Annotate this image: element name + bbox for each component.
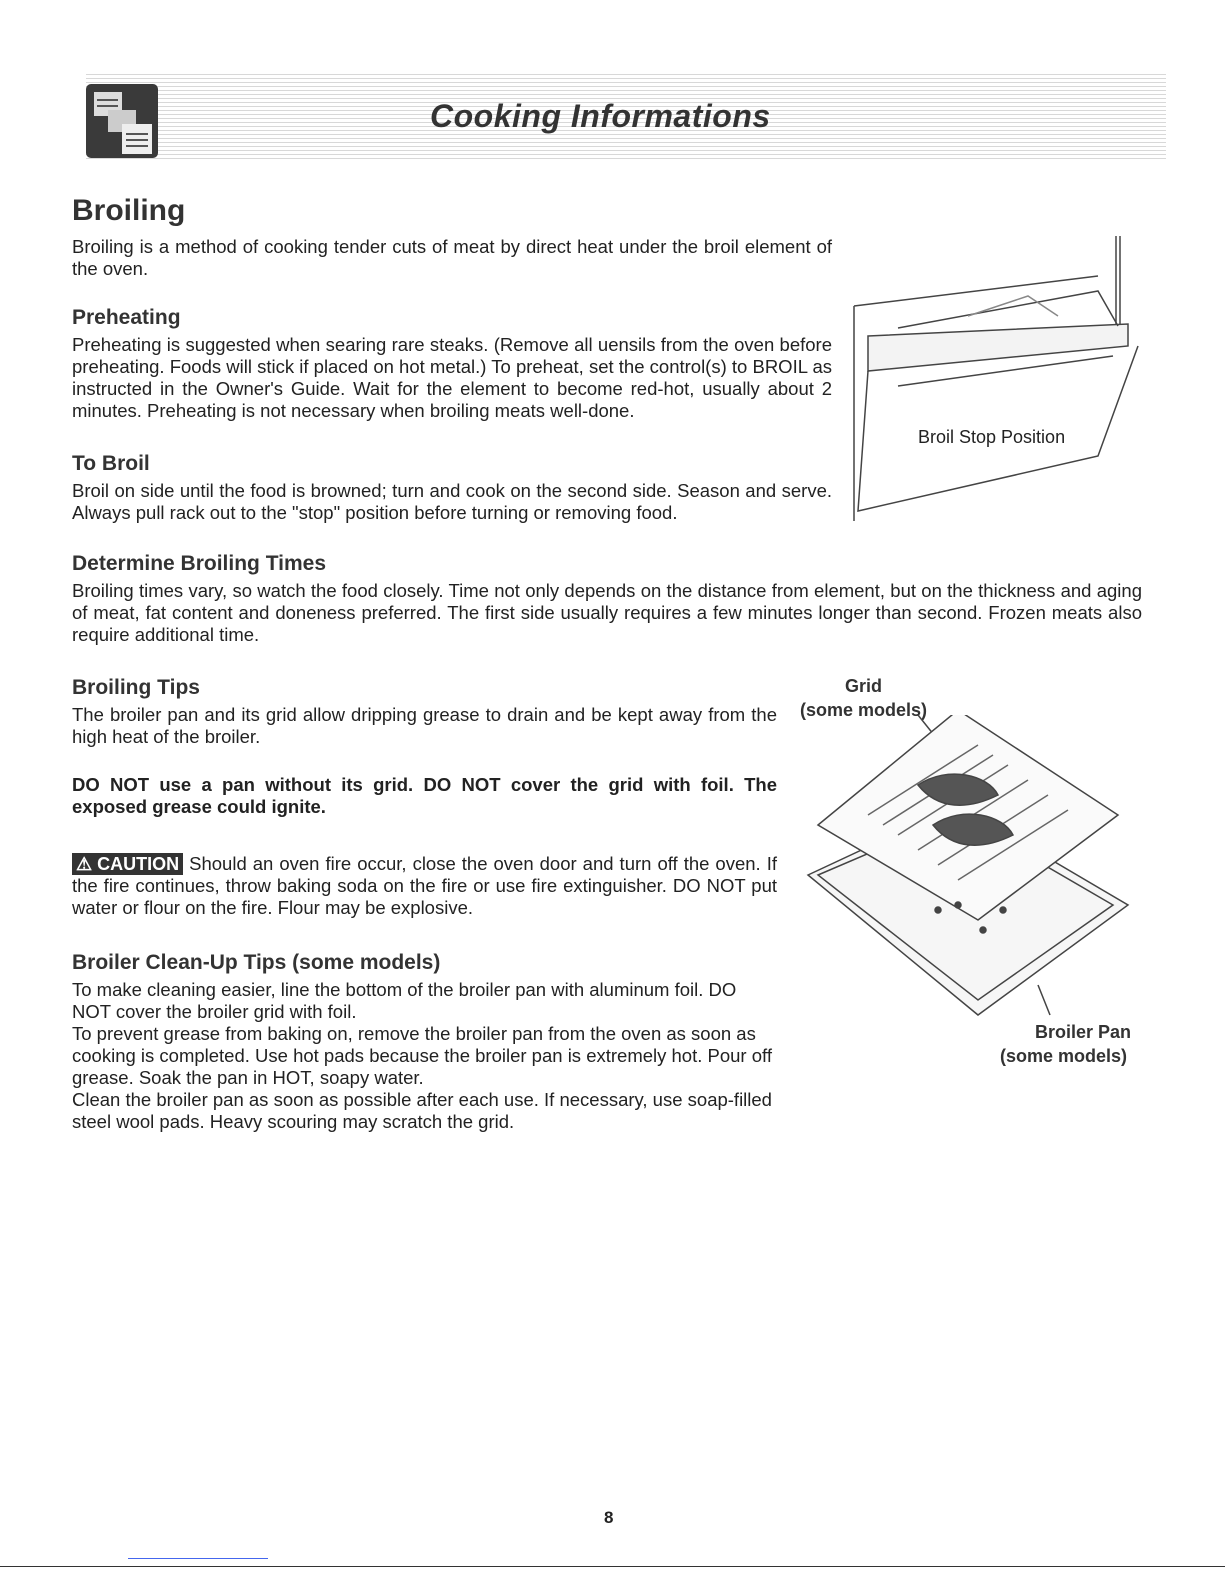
caution-paragraph: [72, 853, 777, 919]
page-header-title: Cooking Informations: [430, 98, 771, 134]
to-broil-heading: To Broil: [72, 452, 150, 475]
tips-text: The broiler pan and its grid allow dripping grease to drain and be kept away from the high heat of the broiler.: [72, 704, 777, 747]
cleanup-heading: Broiler Clean-Up Tips (some models): [72, 951, 441, 974]
document-pages-icon: [86, 84, 158, 158]
footer-link-underline: [128, 1558, 268, 1559]
cleanup-paragraph: To prevent grease from baking on, remove the broiler pan from the oven as soon as cooking is completed. Use hot pads because the broiler pan is extremely hot. Pour off grease. Soak the pan in HOT, soapy water.: [72, 1023, 772, 1088]
page-number: 8: [604, 1508, 614, 1527]
broil-stop-position-label: Broil Stop Position: [918, 427, 1066, 447]
to-broil-text: Broil on side until the food is browned; turn and cook on the second side. Season and serve. Always pull rack out to the "stop" position before turning or removing food.: [72, 480, 832, 523]
tips-heading: Broiling Tips: [72, 676, 200, 699]
footer-divider: [0, 1566, 1225, 1567]
cleanup-paragraph: Clean the broiler pan as soon as possible after each use. If necessary, use soap-filled steel wool pads. Heavy scouring may scratch the grid.: [72, 1089, 772, 1132]
preheating-heading: Preheating: [72, 306, 181, 329]
caution-text: Should an oven fire occur, close the oven door and turn off the oven. If the fire continues, throw baking soda on the fire or use fire extinguisher. DO NOT put water or flour on the fire. Flour may be explosive.: [72, 853, 777, 918]
broiler-pan-sublabel: (some models): [1000, 1046, 1128, 1066]
determine-heading: Determine Broiling Times: [72, 552, 327, 575]
preheating-text: Preheating is suggested when searing rare steaks. (Remove all uensils from the oven before preheating. Foods will stick if placed on hot metal.) To preheat, set the control(s) to BROIL as instructed in the Owner's Guide. Wait for the element to become red-hot, usually about 2 minutes. Preheating is not necessary when broiling meats well-done.: [72, 334, 832, 421]
broiler-pan-illustration: [788, 715, 1148, 1035]
grid-warning: DO NOT use a pan without its grid. DO NOT cover the grid with foil. The exposed grease could ignite.: [72, 774, 777, 817]
grid-label: Grid: [845, 676, 883, 696]
determine-text: Broiling times vary, so watch the food closely. Time not only depends on the distance from element, but on the thickness and aging of meat, fat content and doneness preferred. The first side usually requires a few minutes longer than second. Frozen meats also require additional time.: [72, 580, 1142, 645]
broiling-intro: Broiling is a method of cooking tender cuts of meat by direct heat under the broil element of the oven.: [72, 236, 832, 279]
grid-sublabel: (some models): [800, 700, 928, 720]
broiling-heading: Broiling: [72, 194, 186, 227]
cleanup-body: [72, 979, 777, 1133]
broiler-pan-label: Broiler Pan: [1035, 1022, 1132, 1042]
cleanup-paragraph: To make cleaning easier, line the bottom of the broiler pan with aluminum foil. DO NOT cover the broiler grid with foil.: [72, 979, 737, 1022]
caution-badge: ⚠ CAUTION: [72, 853, 183, 875]
oven-illustration: [848, 236, 1148, 526]
